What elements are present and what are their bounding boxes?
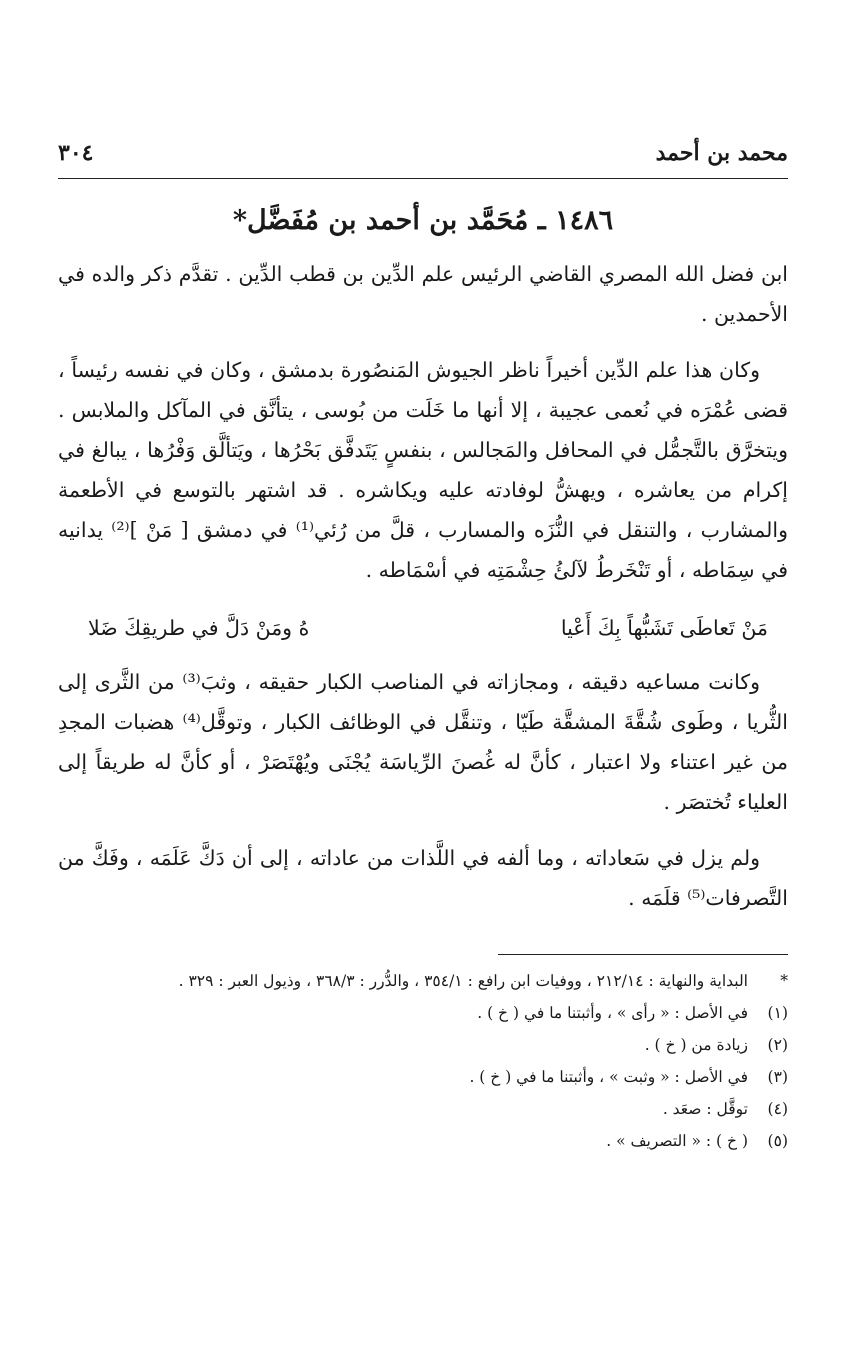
footnote-mark: (٤) [767,1100,788,1118]
book-page [58,140,788,1157]
verse-line [88,608,768,648]
paragraph-3: وكانت مساعيه دقيقه ، ومجازاته في المناصب الكبار حقيقه ، وثبَ⁽³⁾ من الثَّرى إلى الثُّريا ، وطَوى شُقَّةَ المشقَّة طَيّا ، وتنقَّل في الوظائف الكبار ، وتوقَّل⁽⁴⁾ هضبات المجدِ من غير اعتناء ولا اعتبار ، كأنَّ له غُصنَ الرِّياسَة يُجْنَى ويُهْتَصَرْ ، أو كأنَّ له طريقاً إلى العلياء تُختصَر . [58,670,788,814]
paragraph-4: ولم يزل في سَعاداته ، وما ألفه في اللَّذات من عاداته ، إلى أن دَكَّ عَلَمَه ، وفَكَّ من التَّصرفات⁽⁵⁾ قلَمَه . [58,846,788,910]
footnote-mark: (١) [767,1004,788,1022]
footnote-text: ( خ ) : « التصريف » . [606,1132,748,1150]
entry-heading: ١٤٨٦ ـ مُحَمَّد بن أحمد بن مُفَضَّل* [232,205,614,236]
footnote-text: توقَّل : صعَد . [662,1100,748,1118]
footnote-rule [498,954,788,955]
paragraph-2: وكان هذا علم الدِّين أخيراً ناظر الجيوش المَنصُورة بدمشق ، وكان في نفسه رئيساً ، قضى عُمْرَه في نُعمى عجيبة ، إلا أنها ما خَلَت من بُوسى ، يتأنَّق في المآكل والملابس . ويتخرَّق بالتَّجمُّل في المحافل والمَجالس ، بنفسٍ يَتَدفَّق بَحْرُها ، ويَتألَّق وَفْرُها ، يبالغ في إكرام من يعاشره ، ويهشُّ لوفادته عليه ويكاشره . قد اشتهر بالتوسع في الأطعمة والمشارب ، والتنقل في النُّزَه والمسارب ، قلَّ من رُئي⁽¹⁾ في دمشق [ مَنْ ]⁽²⁾ يدانيه في سِمَاطه ، أو تَنْخَرطُ لآلئُ حِشْمَتِه في أسْمَاطه . [58,358,788,582]
footnote-item [58,965,788,997]
footnote-item [58,1029,788,1061]
header-rule [58,178,788,179]
footnote-item [58,1061,788,1093]
footnotes [58,965,788,1157]
footnote-item [58,1125,788,1157]
page-number: ٣٠٤ [58,140,94,166]
footnote-mark: * [780,972,788,990]
footnote-mark: (٢) [767,1036,788,1054]
footnote-item [58,1093,788,1125]
footnote-text: البداية والنهاية : ٢١٢/١٤ ، ووفيات ابن رافع : ٣٥٤/١ ، والدُّرر : ٣٦٨/٣ ، وذيول العبر : ٣٢٩ . [178,972,748,990]
paragraph-1: ابن فضل الله المصري القاضي الرئيس علم الدِّين بن قطب الدِّين . تقدَّم ذكر والده في الأحمدين . [58,262,788,326]
footnote-item [58,997,788,1029]
footnote-text: في الأصل : « وثبت » ، وأثبتنا ما في ( خ ) . [469,1068,748,1086]
running-title: محمد بن أحمد [655,140,788,166]
verse-hemistich-left: هُ ومَنْ دَلَّ في طريقِكَ ضَلا [88,616,310,640]
footnote-text: في الأصل : « رأى » ، وأثبتنا ما في ( خ ) . [477,1004,748,1022]
footnote-mark: (٣) [767,1068,788,1086]
verse-hemistich-right: مَنْ تَعاطَى تَشَبُّهاً بِكَ أَعْيا [560,616,768,640]
footnote-text: زيادة من ( خ ) . [644,1036,748,1054]
footnote-mark: (٥) [767,1132,788,1150]
running-head [58,140,788,174]
